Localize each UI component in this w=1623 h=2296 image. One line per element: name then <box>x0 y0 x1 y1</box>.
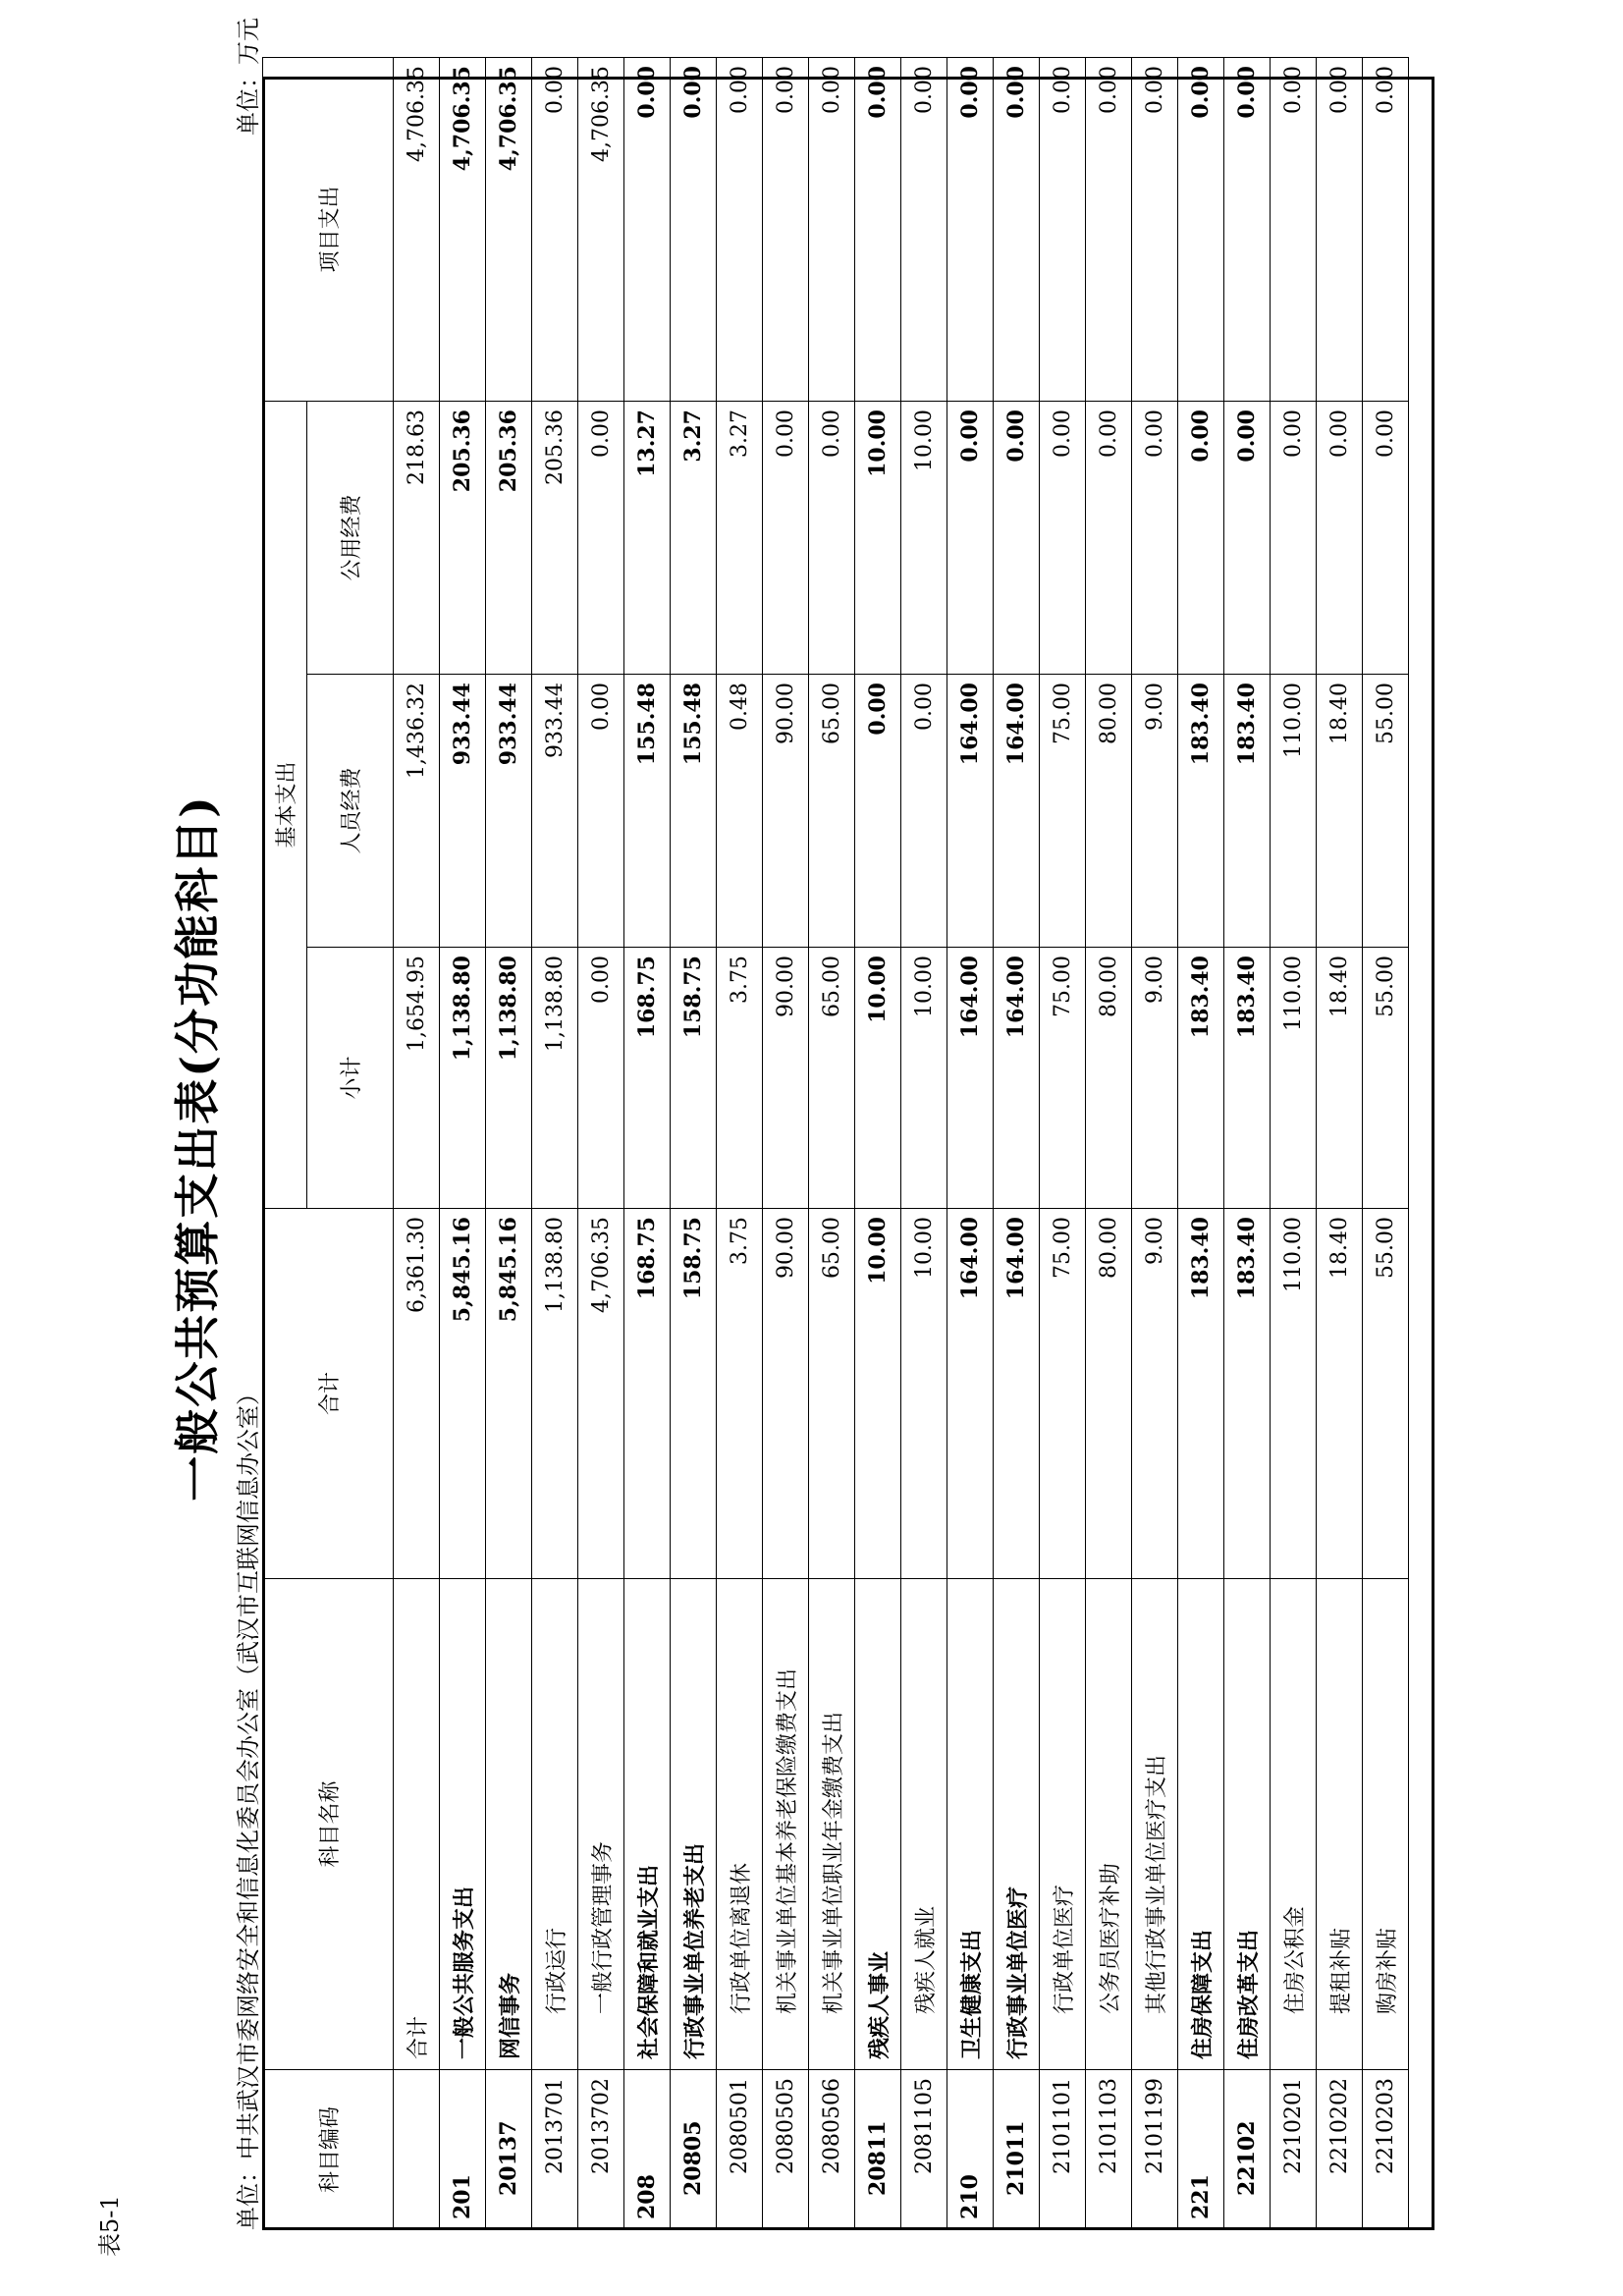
table-row <box>394 58 440 2230</box>
cell-name: 提租补贴 <box>1317 1579 1363 2070</box>
table-row <box>1040 58 1086 2230</box>
cell-name: 行政事业单位医疗 <box>994 1579 1040 2070</box>
cell-name: 行政运行 <box>532 1579 578 2070</box>
cell-public: 0.00 <box>1317 402 1363 675</box>
cell-name: 行政单位离退休 <box>717 1579 763 2070</box>
cell-personnel: 164.00 <box>994 675 1040 948</box>
cell-personnel: 18.40 <box>1317 675 1363 948</box>
cell-personnel: 110.00 <box>1271 675 1317 948</box>
cell-personnel: 90.00 <box>763 675 809 948</box>
cell-project: 0.00 <box>1317 58 1363 402</box>
header-basic: 基本支出 <box>263 402 307 1209</box>
cell-subtotal: 9.00 <box>1132 948 1178 1209</box>
table-row <box>855 58 901 2230</box>
cell-project: 0.00 <box>1363 58 1409 402</box>
cell-name: 机关事业单位基本养老保险缴费支出 <box>763 1579 809 2070</box>
cell-personnel: 80.00 <box>1086 675 1132 948</box>
cell-public: 13.27 <box>624 402 671 675</box>
cell-subtotal: 18.40 <box>1317 948 1363 1209</box>
cell-project: 0.00 <box>809 58 855 402</box>
cell-public: 0.00 <box>1132 402 1178 675</box>
cell-total: 10.00 <box>901 1209 947 1579</box>
cell-subtotal: 158.75 <box>671 948 717 1209</box>
header-total: 合计 <box>263 1209 394 1579</box>
cell-name: 住房公积金 <box>1271 1579 1317 2070</box>
cell-name: 社会保障和就业支出 <box>624 1579 671 2070</box>
cell-total: 168.75 <box>624 1209 671 1579</box>
cell-total: 3.75 <box>717 1209 763 1579</box>
cell-subtotal: 1,138.80 <box>486 948 532 1209</box>
cell-personnel: 0.00 <box>578 675 624 948</box>
cell-public: 0.00 <box>1271 402 1317 675</box>
cell-personnel: 933.44 <box>440 675 486 948</box>
cell-code: 2210203 <box>1363 2070 1409 2230</box>
cell-name: 残疾人就业 <box>901 1579 947 2070</box>
table-row <box>809 58 855 2230</box>
cell-public: 205.36 <box>486 402 532 675</box>
table-row <box>440 58 486 2230</box>
cell-project: 4,706.35 <box>440 58 486 402</box>
cell-personnel: 933.44 <box>532 675 578 948</box>
cell-project: 0.00 <box>1224 58 1271 402</box>
cell-personnel: 0.00 <box>855 675 901 948</box>
currency-unit: 单位：万元 <box>235 18 262 136</box>
table-row <box>624 58 671 2230</box>
cell-total: 164.00 <box>947 1209 994 1579</box>
cell-name: 住房改革支出 <box>1224 1579 1271 2070</box>
cell-subtotal: 164.00 <box>947 948 994 1209</box>
cell-project: 0.00 <box>1178 58 1224 402</box>
table-row <box>1271 58 1317 2230</box>
cell-code: 2080505 <box>763 2070 809 2230</box>
budget-table <box>262 57 1409 2230</box>
cell-subtotal: 75.00 <box>1040 948 1086 1209</box>
cell-code: 20805 <box>671 2070 717 2230</box>
organization-unit: 单位：中共武汉市委网络安全和信息化委员会办公室（武汉市互联网信息办公室） <box>235 1382 262 2230</box>
cell-project: 4,706.35 <box>578 58 624 402</box>
cell-code: 2101199 <box>1132 2070 1178 2230</box>
cell-total: 6,361.30 <box>394 1209 440 1579</box>
cell-subtotal: 183.40 <box>1178 948 1224 1209</box>
cell-project: 0.00 <box>994 58 1040 402</box>
cell-personnel: 65.00 <box>809 675 855 948</box>
cell-personnel: 183.40 <box>1178 675 1224 948</box>
table-row <box>671 58 717 2230</box>
table-row <box>717 58 763 2230</box>
cell-name: 购房补贴 <box>1363 1579 1409 2070</box>
cell-code <box>394 2070 440 2230</box>
cell-project: 0.00 <box>532 58 578 402</box>
cell-project: 0.00 <box>624 58 671 402</box>
table-row <box>1224 58 1271 2230</box>
cell-subtotal: 1,138.80 <box>440 948 486 1209</box>
cell-code: 208 <box>624 2070 671 2230</box>
cell-total: 183.40 <box>1224 1209 1271 1579</box>
cell-code: 2081105 <box>901 2070 947 2230</box>
table-row <box>901 58 947 2230</box>
cell-public: 3.27 <box>671 402 717 675</box>
cell-name: 一般行政管理事务 <box>578 1579 624 2070</box>
cell-total: 1,138.80 <box>532 1209 578 1579</box>
table-row <box>532 58 578 2230</box>
cell-subtotal: 3.75 <box>717 948 763 1209</box>
header-public: 公用经费 <box>307 402 394 675</box>
cell-name: 住房保障支出 <box>1178 1579 1224 2070</box>
cell-name: 行政事业单位养老支出 <box>671 1579 717 2070</box>
cell-code: 2013702 <box>578 2070 624 2230</box>
header-project: 项目支出 <box>263 58 394 402</box>
cell-project: 0.00 <box>717 58 763 402</box>
cell-public: 205.36 <box>532 402 578 675</box>
table-row <box>763 58 809 2230</box>
header-personnel: 人员经费 <box>307 675 394 948</box>
cell-code: 20811 <box>855 2070 901 2230</box>
table-row <box>1086 58 1132 2230</box>
cell-personnel: 0.48 <box>717 675 763 948</box>
cell-personnel: 9.00 <box>1132 675 1178 948</box>
form-number: 表5-1 <box>96 2195 124 2257</box>
table-row <box>1132 58 1178 2230</box>
cell-project: 0.00 <box>1086 58 1132 402</box>
cell-subtotal: 164.00 <box>994 948 1040 1209</box>
cell-total: 65.00 <box>809 1209 855 1579</box>
cell-total: 158.75 <box>671 1209 717 1579</box>
cell-public: 205.36 <box>440 402 486 675</box>
cell-total: 75.00 <box>1040 1209 1086 1579</box>
cell-total: 80.00 <box>1086 1209 1132 1579</box>
cell-project: 4,706.35 <box>394 58 440 402</box>
cell-project: 0.00 <box>671 58 717 402</box>
cell-total: 90.00 <box>763 1209 809 1579</box>
cell-personnel: 164.00 <box>947 675 994 948</box>
cell-total: 110.00 <box>1271 1209 1317 1579</box>
cell-name: 机关事业单位职业年金缴费支出 <box>809 1579 855 2070</box>
cell-public: 218.63 <box>394 402 440 675</box>
cell-code: 22102 <box>1224 2070 1271 2230</box>
header-subtotal: 小计 <box>307 948 394 1209</box>
cell-code: 2210201 <box>1271 2070 1317 2230</box>
cell-public: 0.00 <box>578 402 624 675</box>
cell-personnel: 155.48 <box>624 675 671 948</box>
cell-public: 0.00 <box>1178 402 1224 675</box>
cell-subtotal: 168.75 <box>624 948 671 1209</box>
cell-project: 0.00 <box>763 58 809 402</box>
cell-personnel: 183.40 <box>1224 675 1271 948</box>
table-body <box>394 58 1409 2230</box>
cell-subtotal: 10.00 <box>901 948 947 1209</box>
cell-personnel: 155.48 <box>671 675 717 948</box>
cell-subtotal: 55.00 <box>1363 948 1409 1209</box>
cell-code: 20137 <box>486 2070 532 2230</box>
cell-total: 4,706.35 <box>578 1209 624 1579</box>
cell-subtotal: 0.00 <box>578 948 624 1209</box>
cell-code: 221 <box>1178 2070 1224 2230</box>
cell-public: 0.00 <box>994 402 1040 675</box>
table-row <box>1317 58 1363 2230</box>
cell-public: 10.00 <box>855 402 901 675</box>
cell-personnel: 55.00 <box>1363 675 1409 948</box>
cell-code: 210 <box>947 2070 994 2230</box>
cell-name: 卫生健康支出 <box>947 1579 994 2070</box>
cell-code: 21011 <box>994 2070 1040 2230</box>
cell-name: 合计 <box>394 1579 440 2070</box>
cell-total: 164.00 <box>994 1209 1040 1579</box>
cell-project: 0.00 <box>1132 58 1178 402</box>
cell-code: 2080506 <box>809 2070 855 2230</box>
table-header <box>263 58 394 2230</box>
cell-project: 0.00 <box>901 58 947 402</box>
cell-name: 残疾人事业 <box>855 1579 901 2070</box>
table-row <box>486 58 532 2230</box>
cell-personnel: 75.00 <box>1040 675 1086 948</box>
cell-project: 0.00 <box>1271 58 1317 402</box>
cell-total: 9.00 <box>1132 1209 1178 1579</box>
cell-name: 一般公共服务支出 <box>440 1579 486 2070</box>
table-row <box>1178 58 1224 2230</box>
header-code: 科目编码 <box>263 2070 394 2230</box>
cell-name: 网信事务 <box>486 1579 532 2070</box>
cell-project: 0.00 <box>1040 58 1086 402</box>
cell-project: 0.00 <box>855 58 901 402</box>
cell-total: 183.40 <box>1178 1209 1224 1579</box>
cell-public: 3.27 <box>717 402 763 675</box>
table-row <box>994 58 1040 2230</box>
table-row <box>947 58 994 2230</box>
cell-name: 行政单位医疗 <box>1040 1579 1086 2070</box>
cell-personnel: 933.44 <box>486 675 532 948</box>
cell-public: 0.00 <box>809 402 855 675</box>
cell-subtotal: 1,654.95 <box>394 948 440 1209</box>
cell-personnel: 0.00 <box>901 675 947 948</box>
cell-code: 2210202 <box>1317 2070 1363 2230</box>
cell-public: 10.00 <box>901 402 947 675</box>
page-title: 一般公共预算支出表(分功能科目) <box>171 794 224 1502</box>
cell-code: 201 <box>440 2070 486 2230</box>
cell-subtotal: 10.00 <box>855 948 901 1209</box>
cell-public: 0.00 <box>1086 402 1132 675</box>
cell-code: 2101103 <box>1086 2070 1132 2230</box>
cell-total: 5,845.16 <box>486 1209 532 1579</box>
cell-project: 4,706.35 <box>486 58 532 402</box>
cell-code: 2080501 <box>717 2070 763 2230</box>
cell-subtotal: 90.00 <box>763 948 809 1209</box>
cell-code: 2013701 <box>532 2070 578 2230</box>
cell-subtotal: 1,138.80 <box>532 948 578 1209</box>
cell-subtotal: 110.00 <box>1271 948 1317 1209</box>
cell-name: 其他行政事业单位医疗支出 <box>1132 1579 1178 2070</box>
cell-public: 0.00 <box>947 402 994 675</box>
table-row <box>1363 58 1409 2230</box>
cell-total: 10.00 <box>855 1209 901 1579</box>
cell-total: 5,845.16 <box>440 1209 486 1579</box>
cell-public: 0.00 <box>1040 402 1086 675</box>
cell-public: 0.00 <box>1363 402 1409 675</box>
cell-project: 0.00 <box>947 58 994 402</box>
cell-personnel: 1,436.32 <box>394 675 440 948</box>
cell-code: 2101101 <box>1040 2070 1086 2230</box>
cell-total: 18.40 <box>1317 1209 1363 1579</box>
table-row <box>578 58 624 2230</box>
cell-total: 55.00 <box>1363 1209 1409 1579</box>
header-name: 科目名称 <box>263 1579 394 2070</box>
cell-subtotal: 80.00 <box>1086 948 1132 1209</box>
cell-public: 0.00 <box>763 402 809 675</box>
cell-subtotal: 183.40 <box>1224 948 1271 1209</box>
cell-public: 0.00 <box>1224 402 1271 675</box>
cell-subtotal: 65.00 <box>809 948 855 1209</box>
cell-name: 公务员医疗补助 <box>1086 1579 1132 2070</box>
